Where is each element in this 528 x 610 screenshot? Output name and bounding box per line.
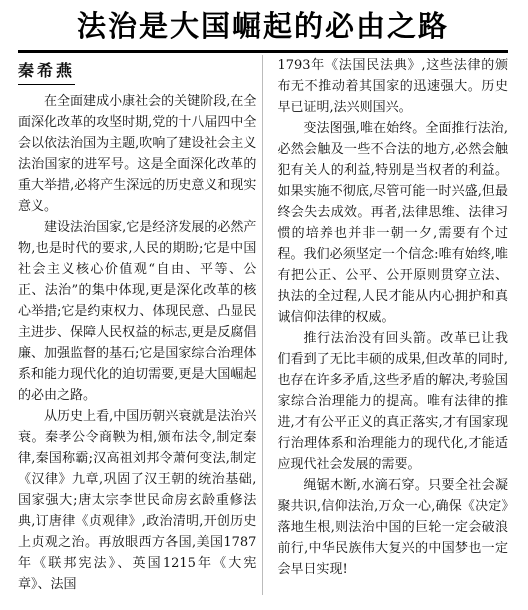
right-column (277, 55, 508, 595)
paragraph: 在全面建成小康社会的关键阶段,在全面深化改革的攻坚时期,党的十八届四中全会以依法治国为主题,吹响了建设社会主义法治国家的进军号。这是全面深化改革的重大举措,必将产生深远的历史意义和现实意义。 (18, 94, 257, 214)
article-title: 法治是大国崛起的必由之路 (76, 9, 449, 43)
paragraph: 变法图强,唯在始终。全面推行法治,必然会触及一些不合法的地方,必然会触犯有关人的利益,特别是当权者的利益。如果实施不彻底,尽管可能一时兴盛,但最终会失去成效。再者,法律思维、法律习惯的培养也并非一朝一夕,需要有个过程。我们必须坚定一个信念:唯有始终,唯有把公正、公平、公开原则贯穿立法、执法的全过程,人民才能从内心拥护和真诚信仰法律的权威。 (277, 121, 508, 325)
article-body (18, 55, 508, 595)
paragraph: 建设法治国家,它是经济发展的必然产物,也是时代的要求,人民的期盼;它是中国社会主义核心价值观“自由、平等、公正、法治”的集中体现,更是深化改革的核心举措;它是约束权力、体现民意、凸显民主进步、保障人民权益的标志,更是反腐倡廉、加强监督的基石;它是国家综合治理体系和能力现代化的迫切需要,更是大国崛起的必由之路。 (18, 220, 257, 403)
title-rule (18, 50, 508, 53)
left-column (18, 55, 263, 595)
paragraph: 从历史上看,中国历朝兴衰就是法治兴衰。秦孝公令商鞅为相,颁布法令,制定秦律,秦国称霸;汉高祖刘邦令萧何变法,制定《汉律》九章,巩固了汉王朝的统治基础,国家强大;唐太宗李世民命房玄龄重修法典,订唐律《贞观律》,政治清明,开创历史上贞观之治。再放眼西方各国,美国1787年《联邦宪法》、英国1215年《大宪章》、法国 (18, 409, 257, 592)
author-byline: 秦希燕 (18, 59, 75, 85)
paragraph: 推行法治没有回头箭。改革已让我们看到了无比丰硕的成果,但改革的同时,也存在许多矛盾,这些矛盾的解决,考验国家综合治理能力的提高。唯有法律的推进,才有公平正义的真正落实,才有国家现行治理体系和治理能力的现代化,才能适应现代社会发展的需要。 (277, 331, 508, 472)
paragraph-continuation: 1793年《法国民法典》,这些法律的颁布无不推动着其国家的迅速强大。历史早已证明,法兴则国兴。 (277, 58, 508, 115)
paragraph: 绳锯木断,水滴石穿。只要全社会凝聚共识,信仰法治,万众一心,确保《决定》落地生根,则法治中国的巨轮一定会破浪前行,中华民族伟大复兴的中国梦也一定会早日实现! (277, 478, 508, 577)
